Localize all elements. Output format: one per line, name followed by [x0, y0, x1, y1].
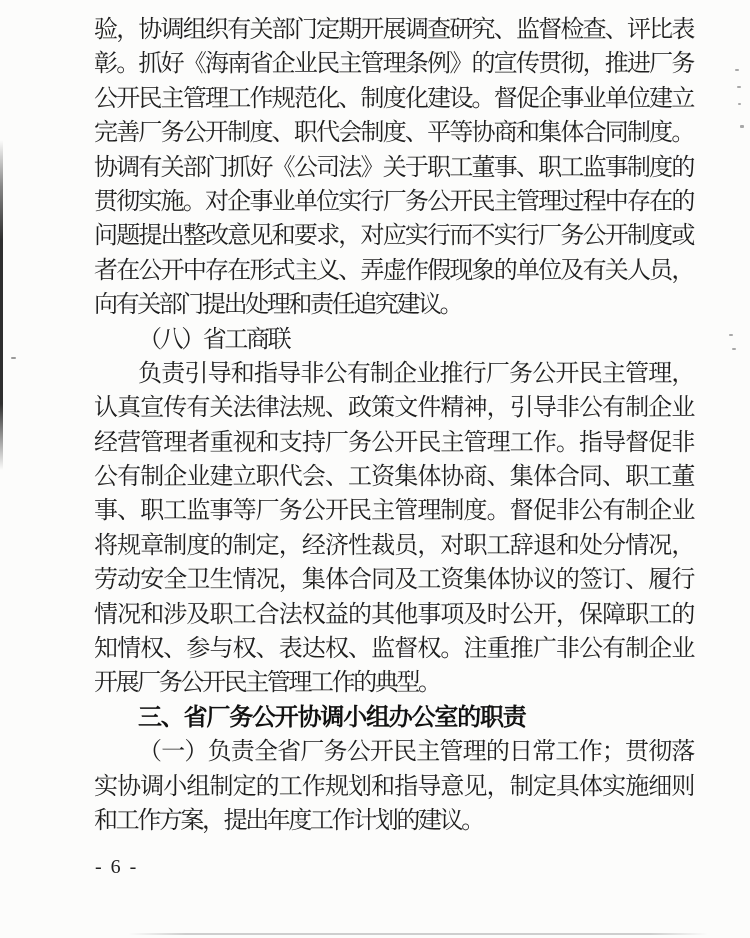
- scan-speck: [737, 86, 741, 88]
- subsection-label: （八）省工商联: [138, 326, 290, 353]
- section-heading: 三、省厂务公开协调小组办公室的职责: [138, 703, 526, 731]
- text-line: 经营管理者重视和支持厂务公开民主管理工作。指导督促非: [94, 429, 693, 456]
- text-line: 实协调小组制定的工作规划和指导意见，制定具体实施细则: [94, 773, 693, 800]
- text-line: 认真宣传有关法律法规、政策文件精神，引导非公有制企业: [94, 395, 693, 422]
- scan-speck: [11, 357, 16, 359]
- text-line: 者在公开中存在形式主义、弄虚作假现象的单位及有关人员，: [94, 257, 693, 284]
- text-line: 将规章制度的制定，经济性裁员，对职工辞退和处分情况，: [94, 532, 693, 559]
- scan-speck: [729, 334, 733, 336]
- scan-speck: [735, 69, 739, 71]
- page-number: - 6 -: [95, 856, 139, 878]
- text-line: 问题提出整改意见和要求，对应实行而不实行厂务公开制度或: [94, 223, 693, 250]
- text-line: 彰。抓好《海南省企业民主管理条例》的宣传贯彻，推进厂务: [94, 51, 693, 78]
- text-line: 公有制企业建立职代会、工资集体协商、集体合同、职工董: [94, 464, 693, 491]
- text-line: 开展厂务公开民主管理工作的典型。: [94, 670, 440, 697]
- text-line: 协调有关部门抓好《公司法》关于职工董事、职工监事制度的: [94, 154, 693, 181]
- text-line: （一）负责全省厂务公开民主管理的日常工作；贯彻落: [138, 739, 693, 766]
- text-line: 完善厂务公开制度、职代会制度、平等协商和集体合同制度。: [94, 120, 693, 147]
- scan-speck: [732, 348, 736, 350]
- text-line: 验，协调组织有关部门定期开展调查研究、监督检查、评比表: [94, 17, 693, 43]
- text-line: 公开民主管理工作规范化、制度化建设。督促企事业单位建立: [94, 85, 693, 112]
- text-line: 劳动安全卫生情况，集体合同及工资集体协议的签订、履行: [94, 567, 693, 594]
- text-line: 情况和涉及职工合法权益的其他事项及时公开，保障职工的: [94, 601, 693, 628]
- text-line: 知情权、参与权、表达权、监督权。注重推广非公有制企业: [94, 636, 693, 663]
- text-line: 事、职工监事等厂务公开民主管理制度。督促非公有制企业: [94, 498, 693, 525]
- text-line: 负责引导和指导非公有制企业推行厂务公开民主管理，: [138, 360, 693, 387]
- document-body: [94, 13, 693, 838]
- text-line: 向有关部门提出处理和责任追究建议。: [94, 292, 462, 319]
- scan-artifact-left-edge: [0, 140, 3, 470]
- scan-speck: [740, 125, 744, 128]
- text-line: 贯彻实施。对企事业单位实行厂务公开民主管理过程中存在的: [94, 188, 693, 215]
- text-line: 和工作方案，提出年度工作计划的建议。: [94, 807, 483, 834]
- scan-artifact-bottom-edge: [128, 933, 708, 935]
- scan-speck: [738, 103, 741, 105]
